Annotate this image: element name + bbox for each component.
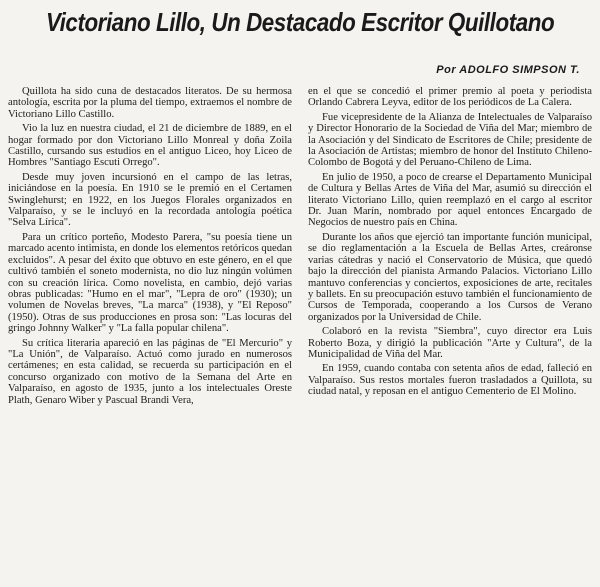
- paragraph: Su crítica literaria apareció en las páginas de "El Mercurio" y "La Unión", de Valparaíso. Actuó como jurado en numerosos certámenes; en esta calidad, se recuerda su participación en el concurso organizado con motivo de la Semana del Arte en Valparaíso, en agosto de 1935, junto a los intelectuales Oreste Plath, Genaro Wiber y Pascual Brandi Vera,: [8, 337, 292, 406]
- paragraph: En 1959, cuando contaba con setenta años de edad, falleció en Valparaíso. Sus restos mortales fueron trasladados a Quillota, su ciudad natal, y reposan en el antiguo Cementerio de El Molino.: [308, 363, 592, 398]
- paragraph: Fue vicepresidente de la Alianza de Intelectuales de Valparaíso y Director Honorario de la Sociedad de Viña del Mar; miembro de la Asociación y del Sindicato de Escritores de Chile; presidente de la Asociación de Artistas; miembro de honor del Instituto Chileno-Colombo de Bogotá y del Peruano-Chileno de Lima.: [308, 111, 592, 169]
- article-byline: Por ADOLFO SIMPSON T.: [436, 64, 580, 76]
- paragraph: Quillota ha sido cuna de destacados literatos. De su hermosa antología, escrita por la pluma del tiempo, extraemos el nombre de Victoriano Lillo Castillo.: [8, 86, 292, 120]
- paragraph: Vio la luz en nuestra ciudad, el 21 de diciembre de 1889, en el hogar formado por don Victoriano Lillo Monreal y doña Zoila Castillo, cursando sus estudios en el antiguo Liceo, hoy Liceo de Hombres "Santiago Escuti Orrego".: [8, 123, 292, 169]
- article-title: Victoriano Lillo, Un Destacado Escritor Quillotano: [46, 7, 555, 37]
- article-column-right: [308, 86, 592, 586]
- paragraph: Durante los años que ejerció tan importante función municipal, se dio reglamentación a la Escuela de Bellas Artes, creáronse varias cátedras y nació el Conservatorio de Música, que quedó bajo la dirección del pianista Armando Palacios. Victoriano Lillo mantuvo conferencias y conciertos, exposiciones de arte, recitales y ballets. En su preocupación estuvo también el funcionamiento de Cursos de Temporada, cooperando a los Cursos de Verano organizados por la Universidad de Chile.: [308, 231, 592, 323]
- paragraph: Para un crítico porteño, Modesto Parera, "su poesía tiene un marcado acento intimista, en donde los elementos retóricos quedan excluidos". A pesar del éxito que obtuvo en este género, en el que cultivó también el soneto modernista, no dio luz ningún volúmen con su creación lírica. Como novelista, en cambio, dejó varias obras publicadas: "Humo en el mar", "Lepra de oro" (1930); un volumen de Novelas breves, "La marca" (1938), y "El Reposo" (1950). Otras de sus producciones en prosa son: "Las locuras del gringo Johnny Walker" y "La falla popular chilena".: [8, 231, 292, 335]
- paragraph: En julio de 1950, a poco de crearse el Departamento Municipal de Cultura y Bellas Artes de Viña del Mar, asumió su dirección el literato Victoriano Lillo, quien reemplazó en el cargo al escritor Dr. Juan Marín, nombrado por aquel entonces Encargado de Negocios de nuestro país en China.: [308, 171, 592, 229]
- article-body: [8, 86, 592, 586]
- paragraph: en el que se concedió el primer premio al poeta y periodista Orlando Cabrera Leyva, editor de los periódicos de La Calera.: [308, 86, 592, 109]
- paragraph: Desde muy joven incursionó en el campo de las letras, iniciándose en la poesía. En 1910 se le premió en el Certamen Swinglehurst; en 1922, en los Juegos Florales organizados en Valparaíso, y se le incluyó en la recordada antología poética "Selva Lírica".: [8, 171, 292, 229]
- paragraph: Colaboró en la revista "Siembra", cuyo director era Luis Roberto Boza, y dirigió la publicación "Arte y Cultura", de la Municipalidad de Viña del Mar.: [308, 326, 592, 360]
- article-column-left: [8, 86, 292, 586]
